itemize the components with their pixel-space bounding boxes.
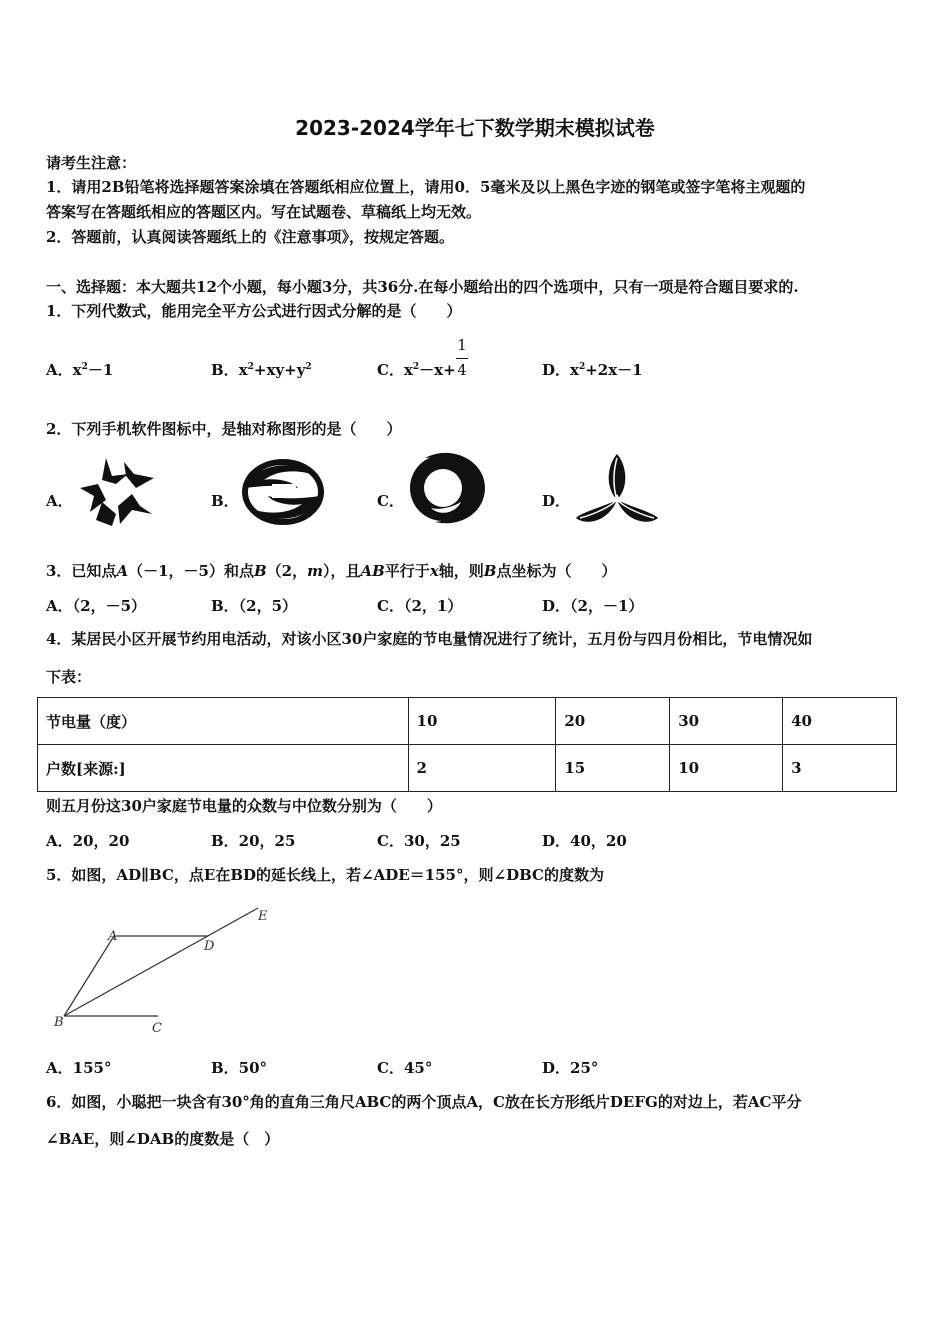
table-cell: 10 — [408, 698, 556, 745]
q2-option-c-label: C． — [377, 492, 404, 510]
expr: －x+ — [419, 361, 456, 379]
data-table — [37, 697, 897, 792]
table-cell: 40 — [783, 698, 897, 745]
stem-part: ），且 — [322, 562, 361, 580]
var-x: x — [429, 562, 439, 580]
point-label-b: B — [54, 1015, 64, 1030]
stem-part: 平行于 — [384, 562, 430, 580]
q5-option-c: C．45° — [377, 1059, 433, 1077]
q1-option-b — [211, 359, 312, 380]
var-b: B — [483, 562, 497, 580]
var-a: A — [116, 562, 129, 580]
table-cell: 30 — [670, 698, 783, 745]
notice-line-1: 1．请用2B铅笔将选择题答案涂填在答题纸相应位置上，请用0．5毫米及以上黑色字迹的钢笔或签字笔将主观题的 — [46, 178, 806, 196]
point-label-c: C — [152, 1021, 162, 1036]
page-title: 2023-2024学年七下数学期末模拟试卷 — [295, 116, 655, 140]
q5-stem: 5．如图，AD∥BC，点E在BD的延长线上，若∠ADE＝155°，则∠DBC的度数为 — [46, 866, 604, 884]
option-label: D． — [542, 361, 571, 379]
segment-ba — [64, 936, 114, 1016]
notice-line-1b: 答案写在答题纸相应的答题区内。写在试题卷、草稿纸上均无效。 — [46, 203, 482, 221]
q2-option-d-label: D． — [542, 492, 571, 510]
q4-option-a: A．20，20 — [46, 832, 130, 850]
q2-option-b-label: B． — [211, 492, 239, 510]
q4-stem-line1: 4．某居民小区开展节约用电活动，对该小区30户家庭的节电量情况进行了统计，五月份与四月份相比，节电情况如 — [46, 630, 813, 648]
notice-heading: 请考生注意： — [46, 154, 137, 172]
expr: +2x－1 — [585, 361, 643, 379]
option-label: A． — [46, 361, 73, 379]
var-b: B — [253, 562, 267, 580]
stem-part: （－1，－5）和点 — [128, 562, 254, 580]
q2-ring-icon — [405, 450, 487, 528]
table-row — [38, 745, 897, 792]
expr: x — [403, 361, 413, 379]
q1-stem: 1．下列代数式，能用完全平方公式进行因式分解的是（ ） — [46, 302, 462, 320]
q4-after: 则五月份这30户家庭节电量的众数与中位数分别为（ ） — [46, 797, 442, 815]
point-label-a: A — [108, 929, 118, 944]
notice-line-2: 2．答题前，认真阅读答题纸上的《注意事项》，按规定答题。 — [46, 228, 454, 246]
stem-part: 3．已知点 — [46, 562, 117, 580]
table-cell: 15 — [556, 745, 670, 792]
option-label: B． — [211, 361, 239, 379]
q3-option-c: C．（2，1） — [377, 597, 463, 615]
expr: x — [570, 361, 579, 379]
table-cell: 10 — [670, 745, 783, 792]
q4-option-c: C．30，25 — [377, 832, 461, 850]
segment-be — [64, 908, 258, 1016]
q3-stem — [46, 561, 616, 581]
exponent: 2 — [81, 362, 88, 372]
point-label-d: D — [204, 939, 215, 954]
q4-option-b: B．20，25 — [211, 832, 296, 850]
fraction-numerator: 1 — [457, 336, 467, 354]
exponent: 2 — [578, 362, 586, 372]
point-label-e: E — [258, 909, 268, 924]
q1-option-a — [46, 359, 113, 380]
q1-option-d — [542, 359, 643, 380]
q3-option-d: D．（2，－1） — [542, 597, 644, 615]
q2-propeller-icon — [574, 452, 660, 528]
q3-option-b: B．（2，5） — [211, 597, 298, 615]
q5-option-d: D．25° — [542, 1059, 599, 1077]
expr: x — [72, 361, 82, 379]
exponent: 2 — [247, 362, 254, 372]
q4-stem-line2: 下表： — [46, 668, 92, 686]
q6-stem-line1: 6．如图，小聪把一块含有30°角的直角三角尺ABC的两个顶点A，C放在长方形纸片DEFG的对边上，若AC平分 — [46, 1093, 802, 1111]
exponent: 2 — [305, 362, 312, 372]
stem-part: 轴，则 — [438, 562, 484, 580]
table-cell: 2 — [408, 745, 556, 792]
q5-geometry-figure — [50, 900, 280, 1040]
q2-stem: 2．下列手机软件图标中，是轴对称图形的是（ ） — [46, 420, 402, 438]
table-cell: 20 — [556, 698, 670, 745]
expr: +xy+y — [253, 361, 306, 379]
q5-option-a: A．155° — [46, 1059, 112, 1077]
q4-option-d: D．40，20 — [542, 832, 627, 850]
section-heading: 一、选择题：本大题共12个小题，每小题3分，共36分.在每小题给出的四个选项中，只有一项是符合题目要求的. — [46, 278, 799, 296]
table-cell: 3 — [783, 745, 897, 792]
q2-star-icon — [76, 454, 156, 528]
q1-option-c — [377, 359, 456, 380]
stem-part: 点坐标为（ ） — [496, 562, 617, 580]
expr: －1 — [87, 361, 114, 379]
var-ab: AB — [360, 562, 385, 580]
var-m: m — [307, 562, 323, 580]
expr: x — [238, 361, 248, 379]
fraction-bar — [456, 358, 468, 359]
stem-part: （2， — [266, 562, 308, 580]
q2-swirl-icon — [242, 458, 324, 526]
fraction-denominator: 4 — [457, 361, 467, 379]
q2-option-a-label: A． — [46, 492, 73, 510]
option-label: C． — [377, 361, 404, 379]
table-row — [38, 698, 897, 745]
q5-option-b: B．50° — [211, 1059, 268, 1077]
q3-option-a: A．（2，－5） — [46, 597, 147, 615]
table-cell: 节电量（度） — [38, 698, 409, 745]
q6-stem-line2: ∠BAE，则∠DAB的度数是（ ） — [46, 1130, 280, 1148]
table-cell: 户数[来源:] — [38, 745, 409, 792]
exponent: 2 — [412, 362, 420, 372]
